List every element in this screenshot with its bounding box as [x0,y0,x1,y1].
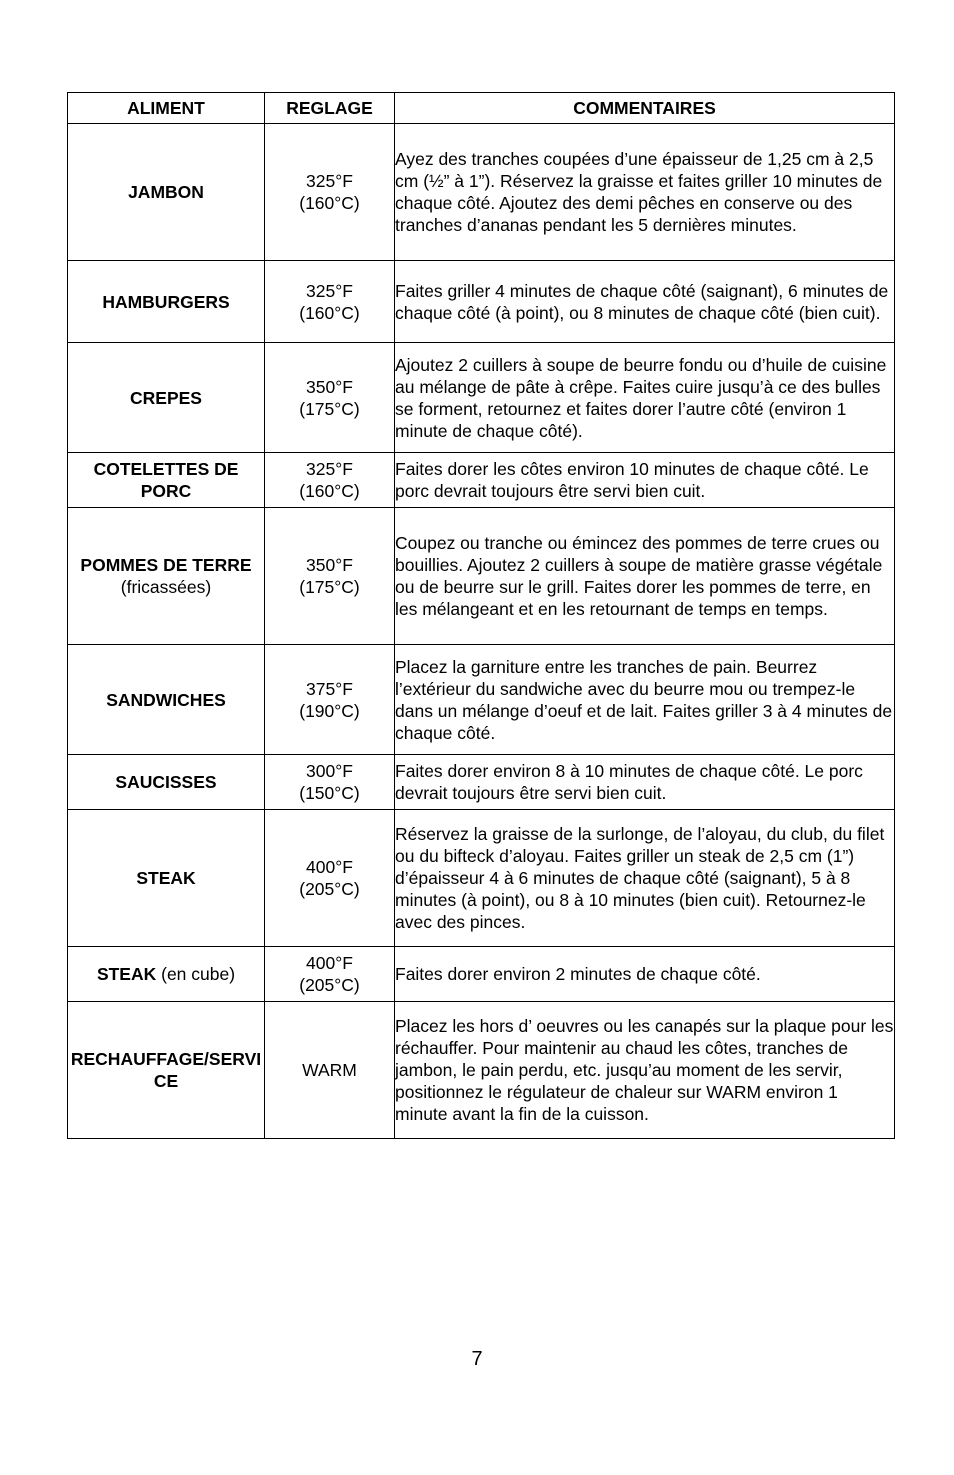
food-name: CREPES [130,387,202,408]
food-cell [68,1002,265,1139]
food-cell [68,453,265,508]
food-cell [68,645,265,755]
comment-cell: Faites dorer environ 2 minutes de chaque côté. [395,947,895,1002]
table-row [68,343,895,453]
cooking-chart-table [67,92,895,1139]
comment-cell: Ajoutez 2 cuillers à soupe de beurre fondu ou d’huile de cuisine au mélange de pâte à crêpe. Faites cuire jusqu’à ce des bulles se forment, retournez et faites dorer l’autre côté (environ 1 minute de chaque côté). [395,343,895,453]
table-row [68,453,895,508]
food-cell [68,947,265,1002]
setting-cell [265,947,395,1002]
setting-cell [265,645,395,755]
comment-cell: Faites dorer les côtes environ 10 minutes de chaque côté. Le porc devrait toujours être servi bien cuit. [395,453,895,508]
setting-fahrenheit: 375°F [306,678,353,699]
setting-celsius: (205°C) [299,975,360,995]
food-cell [68,755,265,810]
table-row [68,508,895,645]
food-name: HAMBURGERS [102,291,230,312]
food-name: STEAK [96,964,157,984]
food-name: SANDWICHES [106,689,226,710]
table-row [68,810,895,947]
setting-celsius: (160°C) [299,193,360,213]
comment-cell: Ayez des tranches coupées d’une épaisseur de 1,25 cm à 2,5 cm (½” à 1”). Réservez la graisse et faites griller 10 minutes de chaque côté. Ajoutez des demi pêches en conserve ou des tranches d’ananas pendant les 5 dernières minutes. [395,124,895,261]
setting-cell [265,343,395,453]
table-row [68,755,895,810]
food-cell [68,124,265,261]
food-name: STEAK [136,868,196,888]
food-cell [68,343,265,453]
setting-celsius: (175°C) [299,577,360,597]
food-cell [68,508,265,645]
setting-fahrenheit: 325°F [306,171,353,191]
food-name: RECHAUFFAGE/SERVICE [70,1049,262,1091]
page-number: 7 [471,1348,483,1370]
setting-cell [265,1002,395,1139]
setting-celsius: (190°C) [299,700,360,721]
food-name: COTELETTES DE PORC [93,459,239,501]
table-row [68,1002,895,1139]
setting-cell [265,755,395,810]
table-row [68,261,895,343]
setting-fahrenheit: 400°F [306,953,353,973]
setting-cell [265,261,395,343]
header-row [68,93,895,124]
setting-fahrenheit: 400°F [306,857,353,877]
setting-cell [265,810,395,947]
table-row [68,645,895,755]
food-note: (en cube) [156,964,236,984]
setting-fahrenheit: 350°F [306,376,353,397]
setting-celsius: (160°C) [299,302,360,323]
setting-celsius: (160°C) [299,481,360,501]
header-aliment: ALIMENT [68,93,265,124]
food-name: JAMBON [128,182,204,202]
header-commentaires: COMMENTAIRES [395,93,895,124]
table-row [68,947,895,1002]
food-name: SAUCISSES [115,772,217,792]
setting-cell [265,508,395,645]
comment-cell: Coupez ou tranche ou émincez des pommes de terre crues ou bouillies. Ajoutez 2 cuillers à soupe de matière grasse végétale ou de beurre sur le grill. Faites dorer les pommes de terre, en les mélangeant et en les retournant de temps en temps. [395,508,895,645]
food-note: (fricassées) [120,577,212,597]
comment-cell: Placez la garniture entre les tranches de pain. Beurrez l’extérieur du sandwiche avec du beurre mou ou trempez-le dans un mélange d’oeuf et de lait. Faites griller 3 à 4 minutes de chaque côté. [395,645,895,755]
comment-cell: Faites dorer environ 8 à 10 minutes de chaque côté. Le porc devrait toujours être servi bien cuit. [395,755,895,810]
setting-celsius: (175°C) [299,398,360,419]
setting-fahrenheit: 325°F [306,459,353,479]
setting-fahrenheit: 325°F [306,280,353,301]
food-cell [68,261,265,343]
food-name: POMMES DE TERRE [80,555,252,575]
comment-cell: Réservez la graisse de la surlonge, de l’aloyau, du club, du filet ou du bifteck d’aloyau. Faites griller un steak de 2,5 cm (1”) d’épaisseur 4 à 6 minutes de chaque côté (saignant), 5 à 8 minutes (à point), ou 8 à 10 minutes (bien cuit). Retournez-le avec des pinces. [395,810,895,947]
comment-cell: Placez les hors d’ oeuvres ou les canapés sur la plaque pour les réchauffer. Pour maintenir au chaud les côtes, tranches de jambon, le pain perdu, etc. jusqu’au moment de les servir, positionnez le régulateur de chaleur sur WARM environ 1 minute avant la fin de la cuisson. [395,1002,895,1139]
table-row [68,124,895,261]
setting-celsius: (150°C) [299,783,360,803]
setting-mode: WARM [302,1060,357,1080]
comment-cell: Faites griller 4 minutes de chaque côté (saignant), 6 minutes de chaque côté (à point), ou 8 minutes de chaque côté (bien cuit). [395,261,895,343]
setting-fahrenheit: 300°F [306,761,353,781]
food-cell [68,810,265,947]
setting-cell [265,124,395,261]
setting-cell [265,453,395,508]
setting-fahrenheit: 350°F [306,555,353,575]
setting-celsius: (205°C) [299,879,360,899]
header-reglage: REGLAGE [265,93,395,124]
